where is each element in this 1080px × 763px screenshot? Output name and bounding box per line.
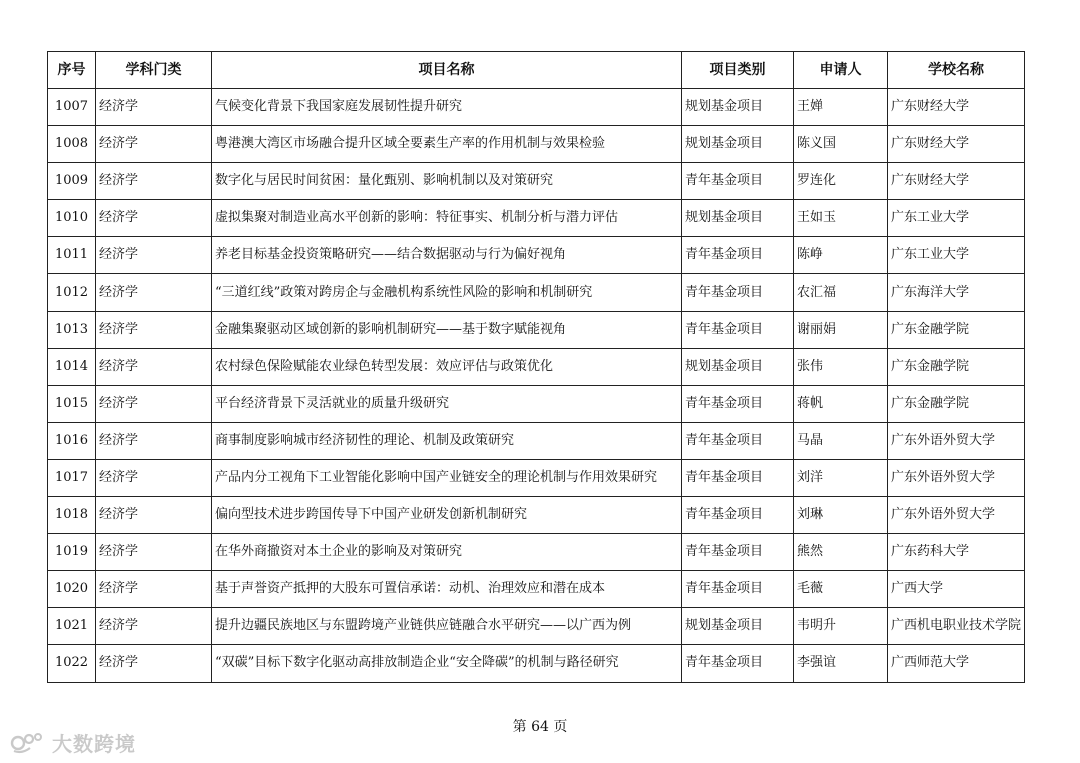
table-row (48, 608, 1025, 645)
table-row (48, 126, 1025, 163)
cell-category: 青年基金项目 (682, 497, 794, 534)
cell-school: 广东财经大学 (888, 126, 1025, 163)
cell-discipline: 经济学 (96, 163, 212, 200)
cell-category: 青年基金项目 (682, 422, 794, 459)
header-school: 学校名称 (888, 52, 1025, 89)
cell-discipline: 经济学 (96, 385, 212, 422)
cell-project-name: 农村绿色保险赋能农业绿色转型发展：效应评估与政策优化 (212, 348, 682, 385)
cell-discipline: 经济学 (96, 274, 212, 311)
project-table (47, 51, 1025, 683)
table-row (48, 497, 1025, 534)
header-applicant: 申请人 (794, 52, 888, 89)
cell-seq: 1016 (48, 422, 96, 459)
cell-applicant: 陈义国 (794, 126, 888, 163)
cell-discipline: 经济学 (96, 459, 212, 496)
cell-category: 青年基金项目 (682, 571, 794, 608)
cell-discipline: 经济学 (96, 348, 212, 385)
cell-applicant: 韦明升 (794, 608, 888, 645)
cell-category: 青年基金项目 (682, 274, 794, 311)
cell-category: 青年基金项目 (682, 645, 794, 682)
table-row (48, 645, 1025, 682)
cell-school: 广东工业大学 (888, 200, 1025, 237)
cell-seq: 1014 (48, 348, 96, 385)
cell-project-name: “三道红线”政策对跨房企与金融机构系统性风险的影响和机制研究 (212, 274, 682, 311)
table-row (48, 571, 1025, 608)
cell-school: 广东财经大学 (888, 89, 1025, 126)
cell-applicant: 张伟 (794, 348, 888, 385)
cell-applicant: 王婵 (794, 89, 888, 126)
table-row (48, 459, 1025, 496)
cell-discipline: 经济学 (96, 311, 212, 348)
cell-applicant: 熊然 (794, 534, 888, 571)
cell-project-name: 平台经济背景下灵活就业的质量升级研究 (212, 385, 682, 422)
cell-discipline: 经济学 (96, 534, 212, 571)
table-row (48, 237, 1025, 274)
cell-school: 广东海洋大学 (888, 274, 1025, 311)
cell-project-name: 气候变化背景下我国家庭发展韧性提升研究 (212, 89, 682, 126)
brand-logo-icon (10, 731, 46, 755)
cell-seq: 1012 (48, 274, 96, 311)
cell-seq: 1022 (48, 645, 96, 682)
cell-category: 青年基金项目 (682, 534, 794, 571)
watermark-text: 大数跨境 (52, 732, 136, 756)
table-row (48, 89, 1025, 126)
cell-discipline: 经济学 (96, 89, 212, 126)
cell-school: 广东金融学院 (888, 385, 1025, 422)
cell-seq: 1009 (48, 163, 96, 200)
cell-applicant: 马晶 (794, 422, 888, 459)
cell-category: 规划基金项目 (682, 126, 794, 163)
table-row (48, 200, 1025, 237)
cell-project-name: 养老目标基金投资策略研究——结合数据驱动与行为偏好视角 (212, 237, 682, 274)
table-row (48, 311, 1025, 348)
header-discipline: 学科门类 (96, 52, 212, 89)
cell-category: 青年基金项目 (682, 385, 794, 422)
cell-category: 青年基金项目 (682, 163, 794, 200)
table-row (48, 422, 1025, 459)
cell-category: 青年基金项目 (682, 459, 794, 496)
table-row (48, 385, 1025, 422)
table-body (48, 89, 1025, 683)
cell-category: 青年基金项目 (682, 237, 794, 274)
cell-seq: 1015 (48, 385, 96, 422)
document-sheet (47, 51, 1024, 683)
header-category: 项目类别 (682, 52, 794, 89)
cell-project-name: 金融集聚驱动区域创新的影响机制研究——基于数字赋能视角 (212, 311, 682, 348)
header-project-name: 项目名称 (212, 52, 682, 89)
cell-school: 广东财经大学 (888, 163, 1025, 200)
cell-seq: 1011 (48, 237, 96, 274)
cell-category: 规划基金项目 (682, 89, 794, 126)
cell-discipline: 经济学 (96, 200, 212, 237)
cell-applicant: 刘洋 (794, 459, 888, 496)
header-seq: 序号 (48, 52, 96, 89)
cell-applicant: 毛薇 (794, 571, 888, 608)
cell-applicant: 刘琳 (794, 497, 888, 534)
cell-school: 广西机电职业技术学院 (888, 608, 1025, 645)
cell-project-name: 数字化与居民时间贫困：量化甄别、影响机制以及对策研究 (212, 163, 682, 200)
watermark (10, 728, 136, 757)
cell-discipline: 经济学 (96, 645, 212, 682)
table-row (48, 163, 1025, 200)
cell-seq: 1010 (48, 200, 96, 237)
cell-school: 广东外语外贸大学 (888, 422, 1025, 459)
cell-applicant: 王如玉 (794, 200, 888, 237)
cell-project-name: 商事制度影响城市经济韧性的理论、机制及政策研究 (212, 422, 682, 459)
table-row (48, 348, 1025, 385)
cell-seq: 1007 (48, 89, 96, 126)
cell-seq: 1020 (48, 571, 96, 608)
cell-school: 广东工业大学 (888, 237, 1025, 274)
cell-discipline: 经济学 (96, 237, 212, 274)
cell-category: 规划基金项目 (682, 608, 794, 645)
cell-seq: 1013 (48, 311, 96, 348)
cell-applicant: 罗连化 (794, 163, 888, 200)
cell-applicant: 陈峥 (794, 237, 888, 274)
cell-discipline: 经济学 (96, 497, 212, 534)
table-header-row (48, 52, 1025, 89)
cell-seq: 1019 (48, 534, 96, 571)
cell-project-name: 产品内分工视角下工业智能化影响中国产业链安全的理论机制与作用效果研究 (212, 459, 682, 496)
cell-project-name: 粤港澳大湾区市场融合提升区域全要素生产率的作用机制与效果检验 (212, 126, 682, 163)
cell-school: 广东药科大学 (888, 534, 1025, 571)
cell-school: 广东金融学院 (888, 348, 1025, 385)
cell-project-name: 基于声誉资产抵押的大股东可置信承诺：动机、治理效应和潜在成本 (212, 571, 682, 608)
cell-category: 青年基金项目 (682, 311, 794, 348)
cell-seq: 1017 (48, 459, 96, 496)
cell-school: 广西大学 (888, 571, 1025, 608)
cell-school: 广东外语外贸大学 (888, 497, 1025, 534)
cell-project-name: 提升边疆民族地区与东盟跨境产业链供应链融合水平研究——以广西为例 (212, 608, 682, 645)
cell-category: 规划基金项目 (682, 348, 794, 385)
cell-project-name: 偏向型技术进步跨国传导下中国产业研发创新机制研究 (212, 497, 682, 534)
cell-seq: 1018 (48, 497, 96, 534)
cell-school: 广西师范大学 (888, 645, 1025, 682)
cell-project-name: 在华外商撤资对本土企业的影响及对策研究 (212, 534, 682, 571)
cell-seq: 1021 (48, 608, 96, 645)
cell-school: 广东外语外贸大学 (888, 459, 1025, 496)
cell-applicant: 蒋帆 (794, 385, 888, 422)
table-row (48, 534, 1025, 571)
cell-category: 规划基金项目 (682, 200, 794, 237)
cell-applicant: 谢丽娟 (794, 311, 888, 348)
page-number: 第 64 页 (512, 719, 568, 735)
table-row (48, 274, 1025, 311)
cell-project-name: “双碳”目标下数字化驱动高排放制造企业“安全降碳”的机制与路径研究 (212, 645, 682, 682)
cell-discipline: 经济学 (96, 571, 212, 608)
cell-applicant: 农汇福 (794, 274, 888, 311)
cell-discipline: 经济学 (96, 608, 212, 645)
cell-discipline: 经济学 (96, 422, 212, 459)
cell-school: 广东金融学院 (888, 311, 1025, 348)
cell-project-name: 虚拟集聚对制造业高水平创新的影响：特征事实、机制分析与潜力评估 (212, 200, 682, 237)
cell-applicant: 李强谊 (794, 645, 888, 682)
cell-discipline: 经济学 (96, 126, 212, 163)
cell-seq: 1008 (48, 126, 96, 163)
